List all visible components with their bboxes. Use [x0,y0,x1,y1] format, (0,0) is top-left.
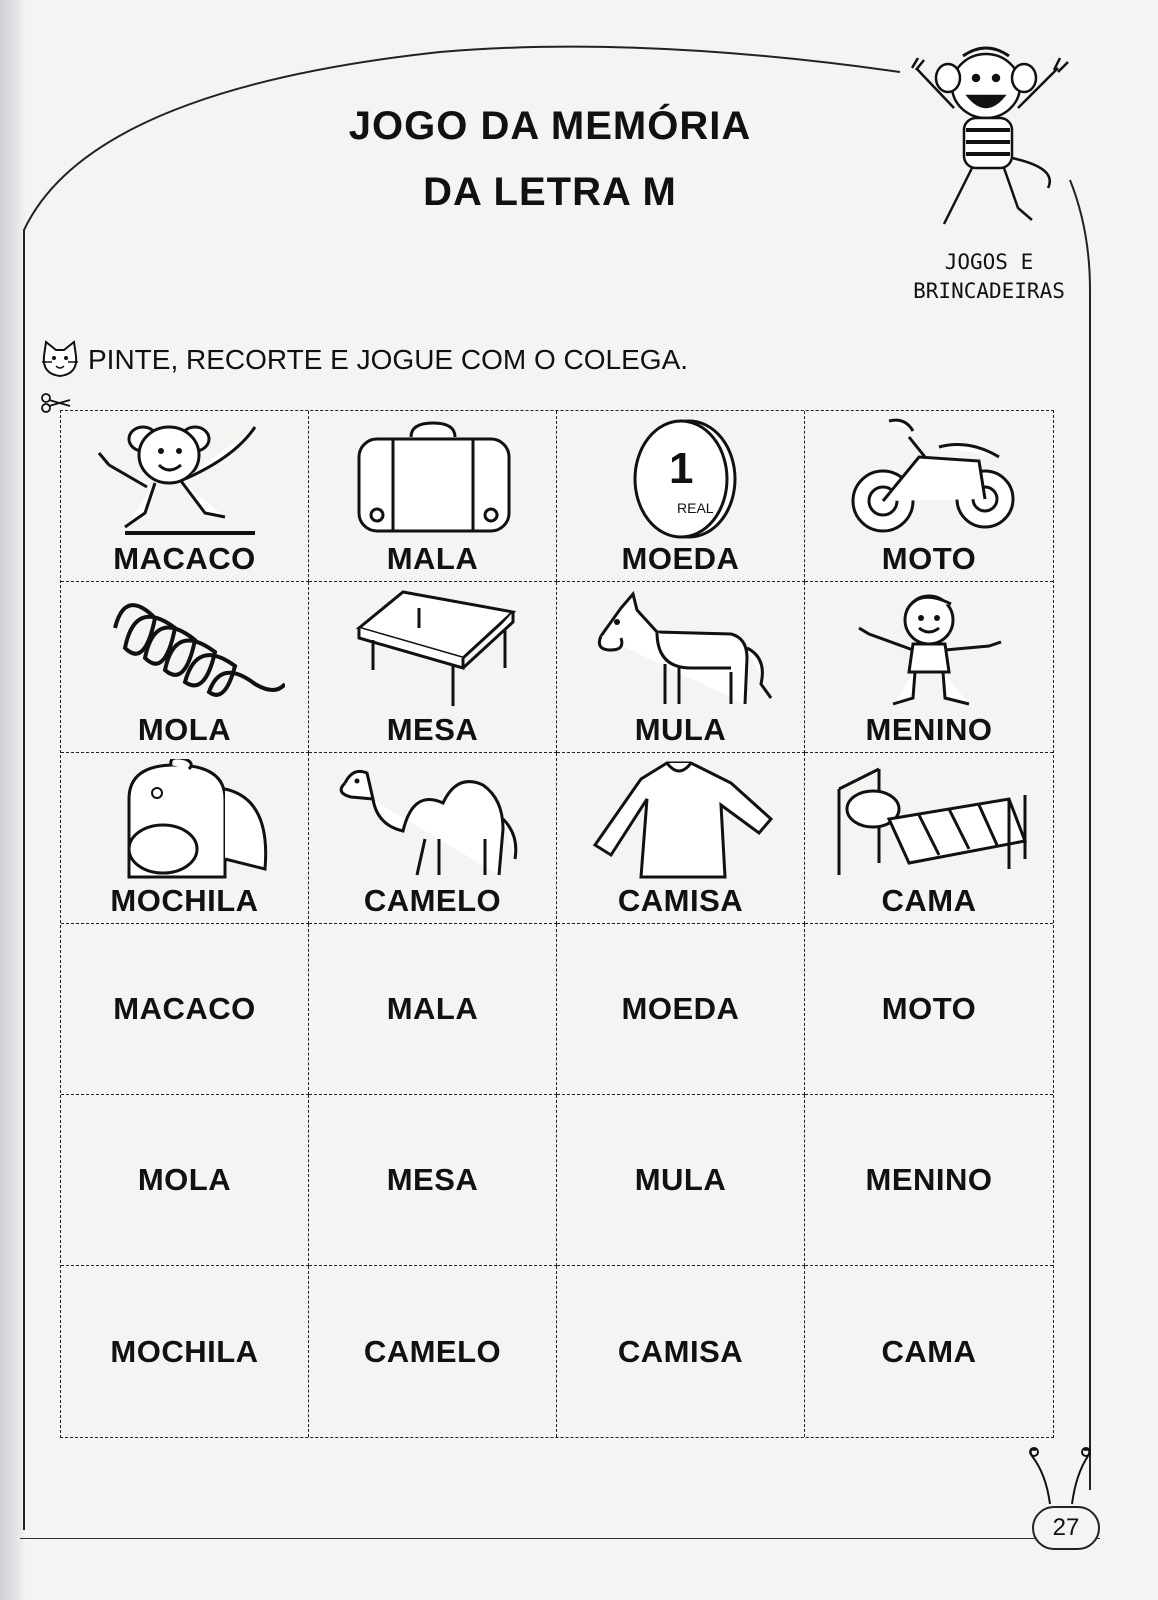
card-word: CAMA [881,883,977,918]
cat-icon [38,340,82,380]
picture-card[interactable] [557,582,805,753]
instruction-text: PINTE, RECORTE E JOGUE COM O COLEGA. [88,344,689,375]
card-word: MOCHILA [110,883,259,918]
card-word: MOLA [137,712,232,747]
word-card[interactable] [557,924,805,1095]
boy-icon [829,588,1029,712]
card-word: CAMISA [617,883,744,918]
picture-card[interactable] [309,582,557,753]
word-card[interactable] [309,924,557,1095]
word-card[interactable] [61,1095,309,1266]
card-word: MOLA [137,1162,232,1197]
card-word: MULA [634,1162,727,1197]
card-word: CAMISA [617,1333,744,1369]
backpack-icon [85,759,285,883]
section-label [884,248,1094,306]
word-card[interactable] [805,924,1053,1095]
card-word: CAMELO [363,1333,502,1369]
card-word: CAMELO [363,883,502,918]
card-word: MESA [386,712,479,747]
card-word: MOEDA [621,541,740,576]
word-card[interactable] [61,1266,309,1437]
coin-icon [581,417,781,541]
suitcase-icon [333,417,533,541]
card-word: MOTO [881,541,977,576]
card-word: MENINO [865,1162,993,1197]
ladybug-icon [1026,1444,1096,1508]
picture-card[interactable] [309,411,557,582]
card-word: MACACO [113,541,256,576]
spring-icon [85,588,285,712]
coin-number: 1 [669,444,694,493]
motorcycle-icon [829,417,1029,541]
card-word: CAMA [881,1333,977,1369]
monkey-mascot-icon [908,38,1088,238]
word-card[interactable] [805,1266,1053,1437]
word-card[interactable] [309,1095,557,1266]
word-card[interactable] [61,924,309,1095]
picture-card[interactable] [309,753,557,924]
card-word: MACACO [113,991,256,1026]
footer-rule [20,1538,1100,1539]
picture-card[interactable] [61,753,309,924]
picture-card[interactable] [61,582,309,753]
shirt-icon [581,759,781,883]
section-label-line2: BRINCADEIRAS [913,279,1065,303]
camel-icon [333,759,533,883]
word-card[interactable] [557,1095,805,1266]
coin-label: REAL [677,500,714,516]
picture-card[interactable] [805,582,1053,753]
picture-card[interactable] [805,411,1053,582]
word-card[interactable] [805,1095,1053,1266]
card-word: MOTO [881,991,977,1026]
section-label-line1: JOGOS E [944,250,1034,274]
word-card[interactable] [309,1266,557,1437]
mule-icon [581,588,781,712]
instruction [38,340,688,380]
card-word: MESA [386,1162,479,1197]
picture-card[interactable] [557,753,805,924]
picture-card[interactable] [61,411,309,582]
card-word: MOEDA [621,991,740,1026]
page-title-line2: DA LETRA M [423,170,677,214]
card-word: MALA [386,541,479,576]
picture-card[interactable] [805,753,1053,924]
page-number: 27 [1032,1506,1100,1550]
picture-card[interactable] [557,411,805,582]
card-word: MENINO [865,712,993,747]
table-icon [333,588,533,712]
word-card[interactable] [557,1266,805,1437]
monkey-icon [85,417,285,541]
card-word: MULA [634,712,727,747]
page-title-line1: JOGO DA MEMÓRIA [348,104,752,148]
card-word: MALA [386,991,479,1026]
bed-icon [829,759,1029,883]
memory-card-grid [60,410,1054,1438]
card-word: MOCHILA [110,1333,259,1369]
